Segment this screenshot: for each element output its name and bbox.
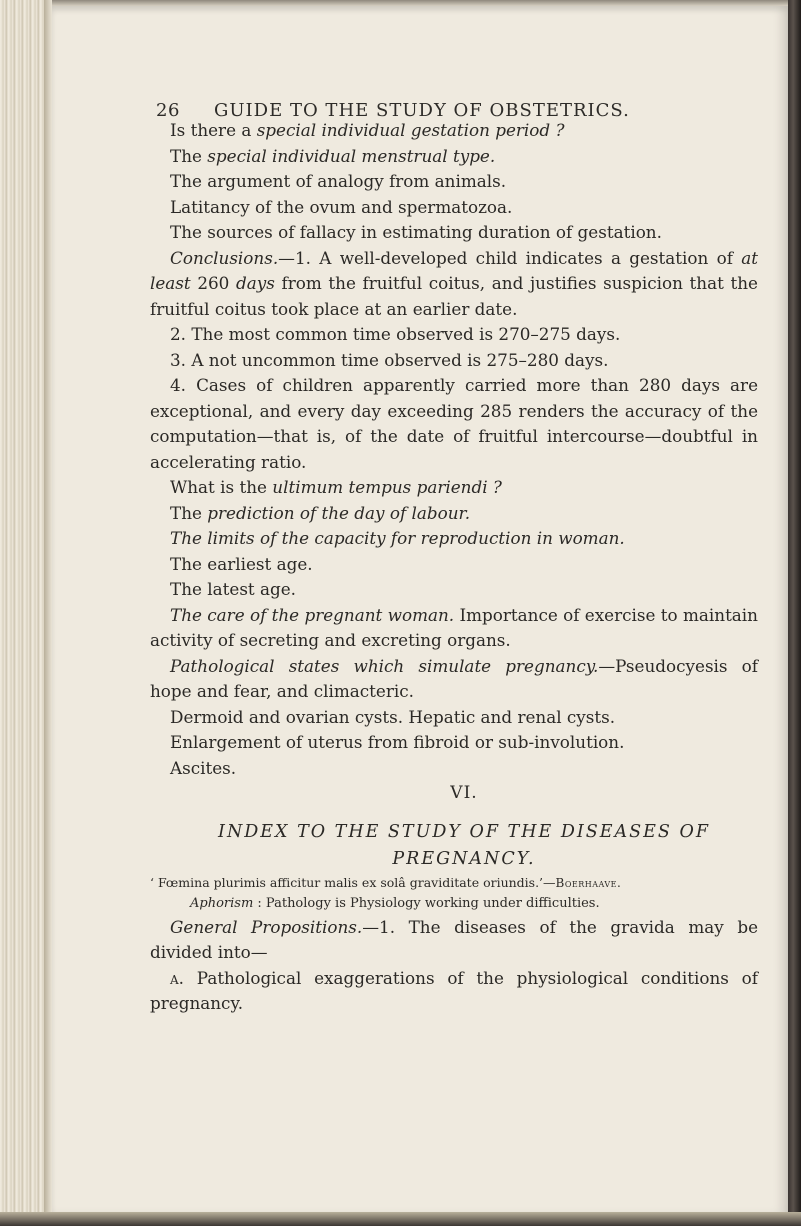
pathological-paragraph: Pathological states which simulate pregnancy.—Pseudocyesis of hope and fear, and climacteric. — [150, 655, 758, 701]
conclusions-paragraph: Conclusions.—1. A well-developed child indicates a gestation of at least 260 days from the fruitful coitus, and justifies suspicion that the fruitful coitus took place at an earlier date. — [150, 247, 758, 319]
page-body — [150, 118, 758, 1017]
proposition-a: a. Pathological exaggerations of the physiological conditions of pregnancy. — [150, 967, 758, 1013]
page-bottom-edge — [0, 1212, 801, 1226]
text-line: 2. The most common time observed is 270–275 days. — [170, 324, 621, 344]
text-line: Ascites. — [170, 757, 237, 778]
text-line: Enlargement of uterus from fibroid or sub-involution. — [170, 732, 625, 752]
text-line: Dermoid and ovarian cysts. Hepatic and renal cysts. — [170, 706, 616, 727]
care-paragraph: The care of the pregnant woman. Importance of exercise to maintain activity of secreting and excreting organs. — [150, 604, 758, 650]
section-title: INDEX TO THE STUDY OF THE DISEASES OF PREGNANCY. — [218, 821, 710, 869]
text-line: What is the ultimum tempus pariendi ? — [170, 477, 502, 497]
text-line: The special individual menstrual type. — [170, 145, 496, 166]
gutter-shadow — [44, 0, 52, 1226]
text-line: 3. A not uncommon time observed is 275–280 days. — [170, 349, 609, 370]
text-line: The limits of the capacity for reproduction in woman. — [170, 528, 625, 548]
aphorism-line: Aphorism : Pathology is Physiology working under difficulties. — [190, 895, 600, 911]
section-number: VI. — [450, 783, 478, 803]
page-number: 26 — [156, 100, 180, 121]
conclusion-4-paragraph: 4. Cases of children apparently carried more than 280 days are exceptional, and every day exceeding 285 renders the accuracy of the computation—that is, of the date of fruitful intercourse—doubtful in accelerating ratio. — [150, 375, 758, 472]
epigraph-quote: ‘ Fœmina plurimis afficitur malis ex solâ graviditate oriundis.’—Boerhaave. — [150, 874, 622, 890]
text-line: The sources of fallacy in estimating duration of gestation. — [170, 222, 662, 242]
text-line: Latitancy of the ovum and spermatozoa. — [170, 196, 513, 217]
general-propositions: General Propositions.—1. The diseases of the gravida may be divided into— — [150, 916, 758, 962]
text-line: Is there a special individual gestation period ? — [170, 120, 565, 140]
running-title: GUIDE TO THE STUDY OF OBSTETRICS. — [214, 100, 630, 121]
text-line: The prediction of the day of labour. — [170, 502, 471, 523]
page-right-edge — [788, 0, 801, 1226]
text-line: The argument of analogy from animals. — [170, 171, 507, 191]
text-line: The latest age. — [170, 579, 297, 599]
text-line: The earliest age. — [170, 553, 313, 574]
